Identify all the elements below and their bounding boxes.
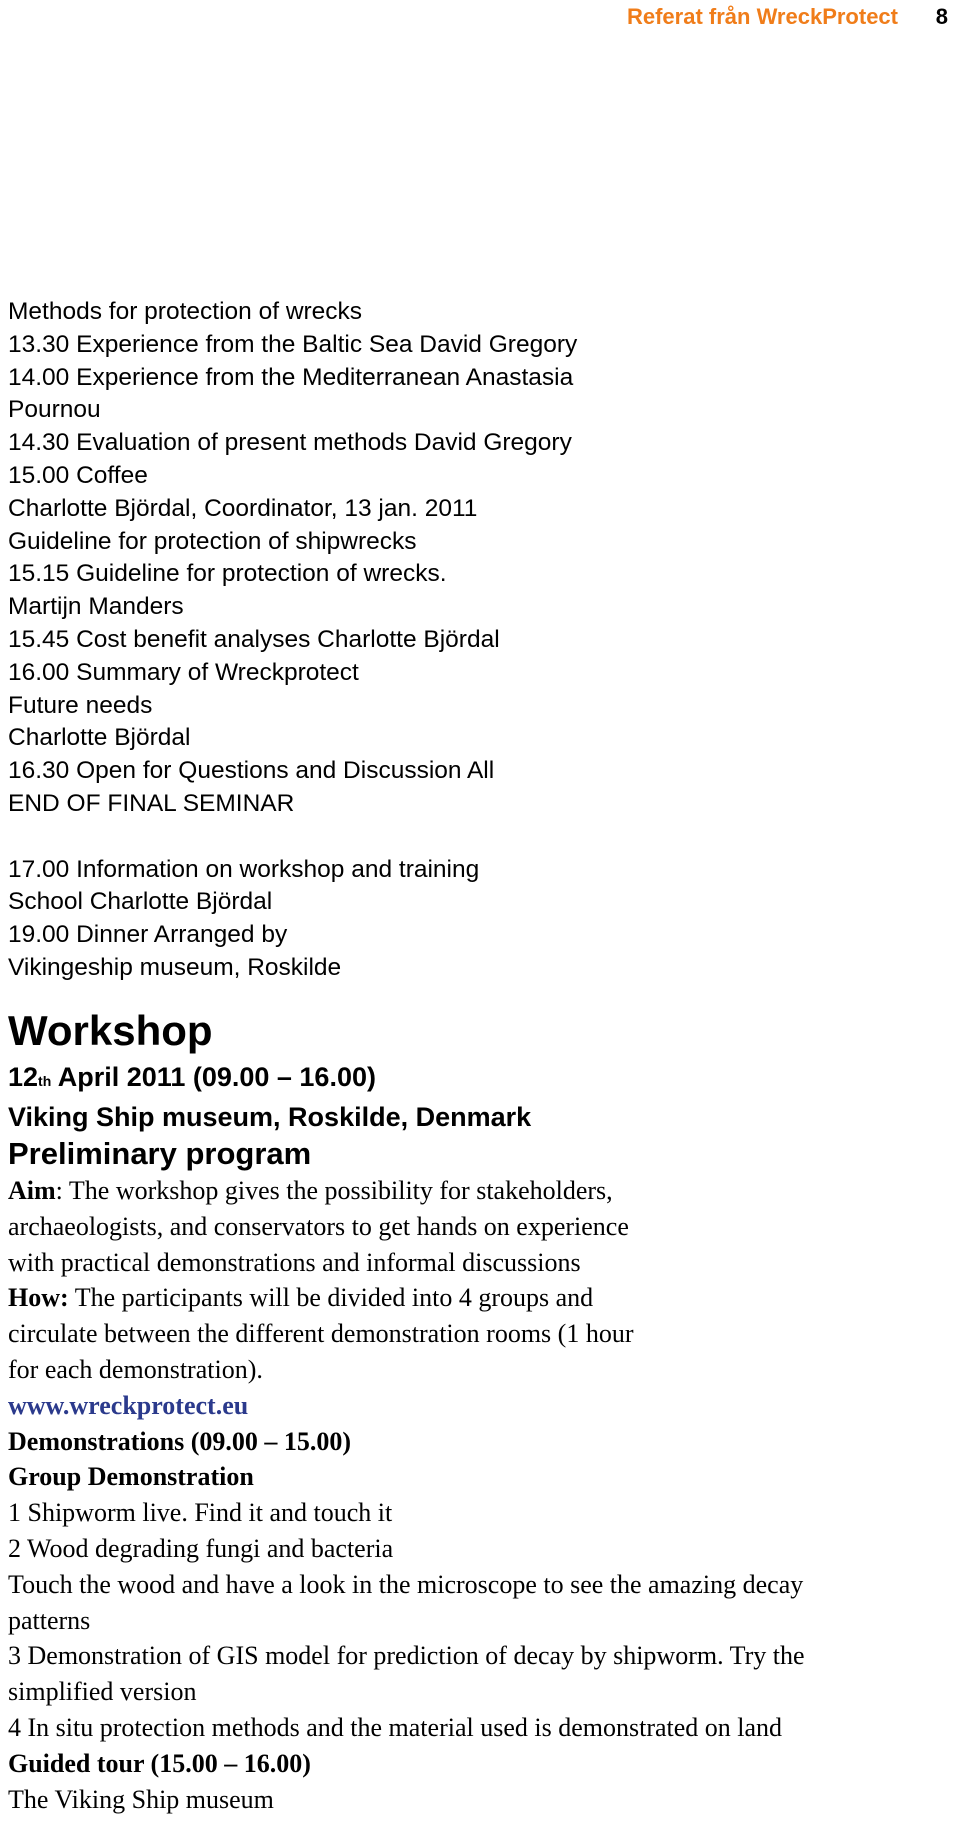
demo-line: patterns (8, 1605, 91, 1635)
agenda-line: 15.15 Guideline for protection of wrecks. (8, 560, 447, 588)
agenda-line: 13.30 Experience from the Baltic Sea David Gregory (8, 330, 578, 358)
workshop-venue: Viking Ship museum, Roskilde, Denmark (8, 1102, 532, 1132)
agenda-line: 16.00 Summary of Wreckprotect (8, 658, 359, 686)
workshop-date (8, 1059, 953, 1099)
demo-line: 3 Demonstration of GIS model for prediction of decay by shipworm. Try the (8, 1641, 805, 1671)
how-line: for each demonstration). (8, 1354, 263, 1384)
aim-line (8, 1173, 953, 1209)
agenda-line: 15.45 Cost benefit analyses Charlotte Björdal (8, 625, 500, 653)
how-label: How: (8, 1283, 69, 1313)
demo-line: 2 Wood degrading fungi and bacteria (8, 1533, 394, 1563)
how-text: The participants will be divided into 4 groups and (68, 1283, 594, 1313)
agenda-line: Charlotte Björdal (8, 724, 191, 752)
aim-line: archaeologists, and conservators to get hands on experience (8, 1211, 629, 1241)
page-number: 8 (935, 4, 948, 29)
agenda-line: Methods for protection of wrecks (8, 298, 363, 325)
agenda-line: Guideline for protection of shipwrecks (8, 527, 417, 555)
demo-line: 4 In situ protection methods and the material used is demonstrated on land (8, 1712, 783, 1742)
agenda-line: 15.00 Coffee (8, 461, 148, 489)
workshop-body (8, 1173, 953, 1817)
group-demonstration-heading: Group Demonstration (8, 1462, 254, 1492)
date-rest: April 2011 (09.00 – 16.00) (51, 1062, 376, 1092)
demo-line: Touch the wood and have a look in the microscope to see the amazing decay (8, 1569, 804, 1599)
aim-text: : The workshop gives the possibility for stakeholders, (55, 1176, 613, 1205)
agenda-line: Martijn Manders (8, 593, 184, 621)
how-line: circulate between the different demonstration rooms (1 hour (8, 1319, 634, 1349)
agenda-line: 16.30 Open for Questions and Discussion All (8, 757, 495, 785)
header-title: Referat från WreckProtect (626, 4, 898, 29)
agenda-line: 17.00 Information on workshop and training (8, 855, 480, 883)
agenda-line: 14.30 Evaluation of present methods David Gregory (8, 429, 572, 457)
agenda-line: School Charlotte Björdal (8, 888, 273, 916)
agenda-line: 14.00 Experience from the Mediterranean Anastasia (8, 363, 574, 391)
aim-line: with practical demonstrations and informal discussions (8, 1247, 581, 1277)
demo-line: simplified version (8, 1677, 197, 1707)
how-line (8, 1280, 953, 1316)
demonstrations-heading: Demonstrations (09.00 – 15.00) (8, 1426, 352, 1456)
agenda-line: Future needs (8, 691, 153, 719)
aim-label: Aim (8, 1176, 56, 1205)
spacer (8, 821, 948, 854)
website-link[interactable]: www.wreckprotect.eu (8, 1390, 249, 1420)
guided-tour-text: The Viking Ship museum (8, 1784, 274, 1814)
workshop-section (8, 1003, 953, 1817)
workshop-title: Workshop (8, 1007, 213, 1054)
demo-line: 1 Shipworm live. Find it and touch it (8, 1498, 393, 1528)
agenda-line: Charlotte Björdal, Coordinator, 13 jan. 2011 (8, 494, 478, 522)
guided-tour-heading: Guided tour (15.00 – 16.00) (8, 1748, 311, 1778)
agenda-line: 19.00 Dinner Arranged by (8, 921, 288, 949)
page-header (0, 4, 960, 34)
program-heading: Preliminary program (8, 1136, 312, 1171)
date-day: 12 (8, 1062, 39, 1092)
date-suffix: th (38, 1073, 52, 1089)
agenda-line: Pournou (8, 396, 101, 424)
seminar-agenda (8, 296, 948, 985)
agenda-line: Vikingeship museum, Roskilde (8, 953, 342, 981)
agenda-line: END OF FINAL SEMINAR (8, 789, 295, 817)
